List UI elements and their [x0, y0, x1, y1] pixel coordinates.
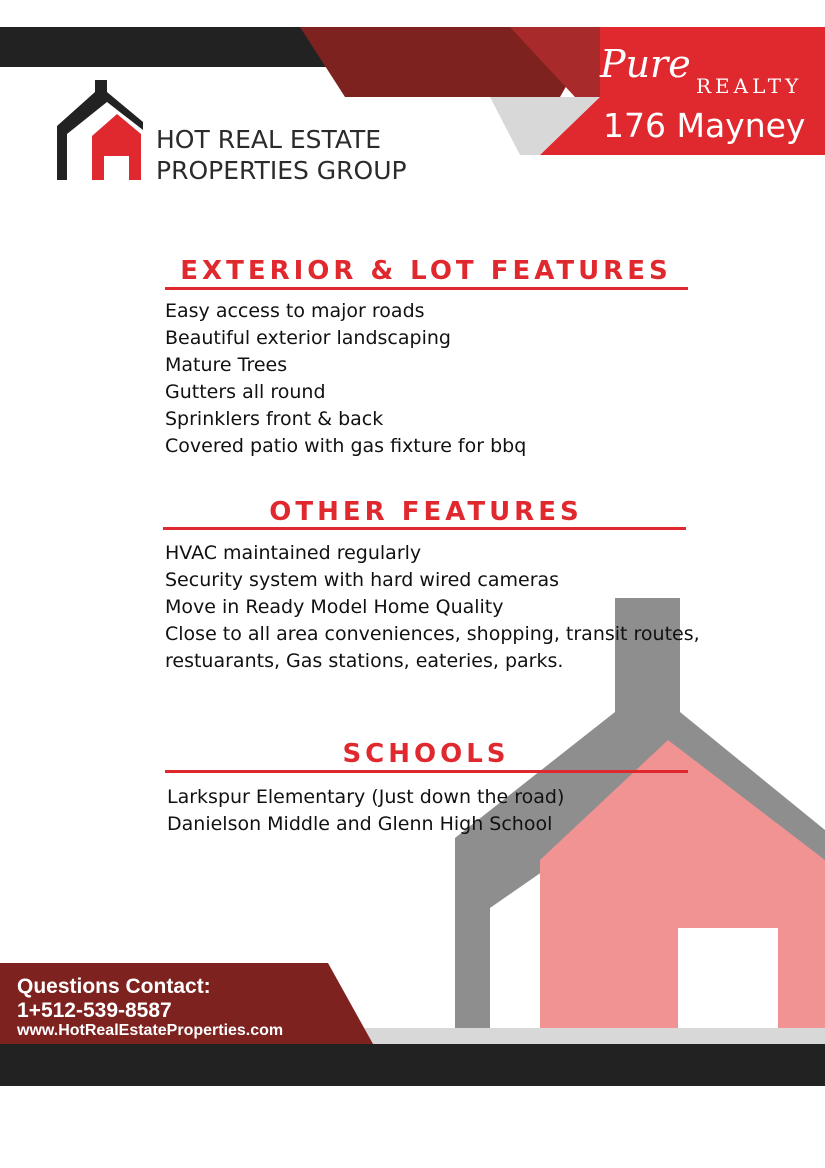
brand-name-line1: HOT REAL ESTATE [156, 125, 382, 154]
contact-website[interactable]: www.HotRealEstateProperties.com [17, 1022, 284, 1039]
list-item: Danielson Middle and Glenn High School [167, 813, 553, 835]
list-item: HVAC maintained regularly [165, 542, 422, 564]
pure-script-text: Pure [600, 42, 691, 86]
pure-realty-logo [600, 40, 822, 100]
list-item: Sprinklers front & back [165, 408, 384, 430]
footer-dark-bar [0, 1044, 825, 1086]
contact-phone[interactable]: 1+512-539-8587 [17, 999, 172, 1022]
list-item: Easy access to major roads [165, 300, 425, 322]
list-item: Mature Trees [165, 354, 288, 376]
list-item: Larkspur Elementary (Just down the road) [167, 786, 565, 808]
other-section-title: OTHER FEATURES [269, 497, 583, 527]
schools-divider [165, 770, 688, 773]
brand-name [156, 124, 407, 186]
schools-section-title: SCHOOLS [342, 739, 510, 769]
brand-name-line2: PROPERTIES GROUP [156, 156, 407, 185]
list-item: Move in Ready Model Home Quality [165, 596, 504, 618]
realty-text: REALTY [696, 74, 803, 98]
list-item: Close to all area conveniences, shopping, transit routes, [165, 623, 700, 645]
contact-label: Questions Contact: [17, 975, 211, 998]
list-item: restuarants, Gas stations, eateries, parks. [165, 650, 564, 672]
schools-list [167, 784, 564, 838]
list-item: Covered patio with gas fixture for bbq [165, 435, 527, 457]
other-divider [163, 527, 686, 530]
property-address: 176 Mayney [603, 106, 806, 145]
house-logo-icon [55, 78, 145, 183]
list-item: Gutters all round [165, 381, 326, 403]
list-item: Beautiful exterior landscaping [165, 327, 451, 349]
exterior-divider [165, 287, 688, 290]
exterior-section-title: EXTERIOR & LOT FEATURES [180, 256, 672, 286]
list-item: Security system with hard wired cameras [165, 569, 560, 591]
other-features-list [165, 540, 700, 675]
exterior-features-list [165, 298, 526, 460]
